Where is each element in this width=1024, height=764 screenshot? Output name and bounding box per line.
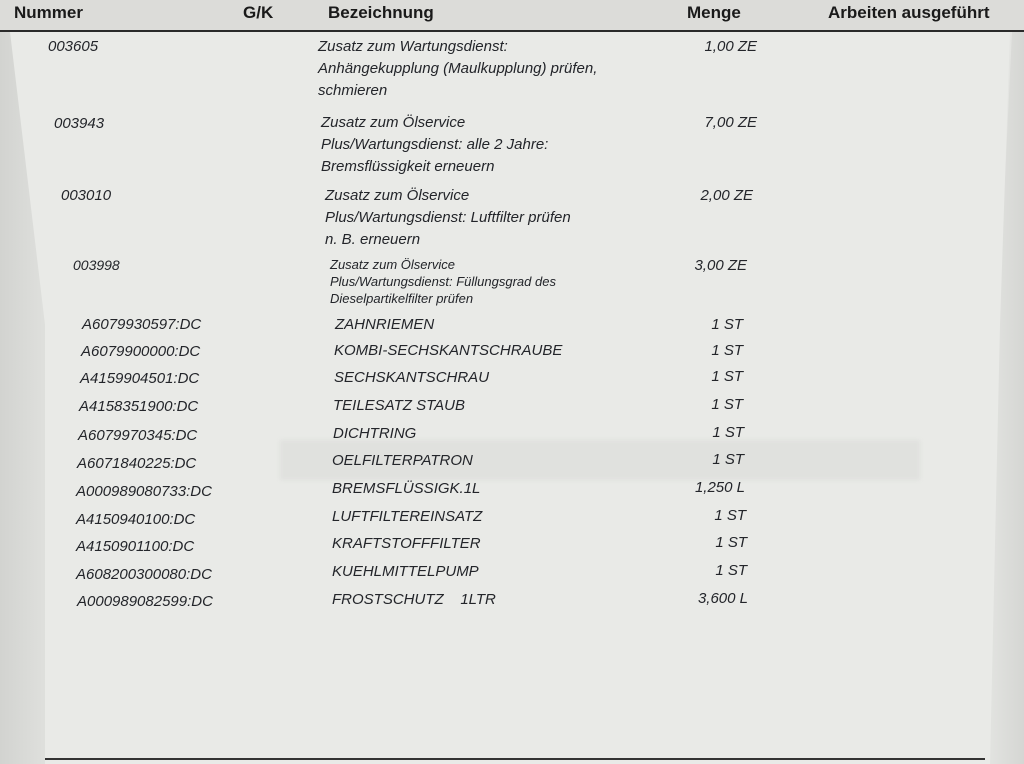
- part-description: KUEHLMITTELPUMP: [332, 563, 479, 580]
- service-description: [321, 112, 548, 178]
- part-quantity: 1,250 L: [694, 479, 745, 496]
- bottom-rule: [45, 758, 985, 760]
- service-number: 003998: [73, 257, 120, 273]
- description-line: Dieselpartikelfilter prüfen: [330, 291, 474, 306]
- description-line: Zusatz zum Wartungsdienst:: [318, 38, 508, 55]
- part-description: FROSTSCHUTZ 1LTR: [332, 591, 496, 608]
- description-line: Zusatz zum Ölservice: [330, 257, 455, 272]
- header-bezeichnung: Bezeichnung: [328, 3, 434, 22]
- part-number: A6079970345:DC: [78, 427, 198, 444]
- part-quantity: 1 ST: [714, 507, 746, 524]
- part-number: A000989080733:DC: [76, 483, 212, 500]
- part-number: A4158351900:DC: [79, 398, 199, 415]
- description-line: Plus/Wartungsdienst: Füllungsgrad des: [330, 274, 556, 289]
- part-number: A4150940100:DC: [76, 511, 196, 528]
- description-line: schmieren: [318, 82, 388, 99]
- description-line: n. B. erneuern: [325, 231, 421, 248]
- service-quantity: 2,00 ZE: [700, 187, 753, 204]
- part-description: LUFTFILTEREINSATZ: [332, 508, 483, 525]
- service-quantity: 1,00 ZE: [704, 38, 757, 55]
- part-number: A4150901100:DC: [76, 538, 195, 555]
- description-line: Plus/Wartungsdienst: alle 2 Jahre:: [321, 136, 549, 153]
- part-quantity: 1 ST: [711, 368, 743, 385]
- service-number: 003605: [48, 38, 99, 55]
- header-nummer: Nummer: [14, 3, 83, 22]
- column-header-row: [0, 0, 1024, 32]
- part-number: A6071840225:DC: [77, 455, 197, 472]
- header-arbeiten-ausgefuehrt: Arbeiten ausgeführt: [828, 3, 990, 22]
- header-menge: Menge: [687, 3, 741, 22]
- part-description: ZAHNRIEMEN: [335, 316, 435, 333]
- part-number: A608200300080:DC: [76, 566, 212, 583]
- service-quantity: 3,00 ZE: [694, 257, 747, 274]
- service-number: 003010: [61, 187, 112, 204]
- part-quantity: 1 ST: [715, 562, 747, 579]
- description-line: Plus/Wartungsdienst: Luftfilter prüfen: [325, 209, 571, 226]
- part-quantity: 1 ST: [712, 451, 744, 468]
- part-quantity: 1 ST: [711, 316, 743, 333]
- part-quantity: 3,600 L: [697, 590, 748, 607]
- service-number: 003943: [54, 115, 105, 132]
- part-description: KOMBI-SECHSKANTSCHRAUBE: [334, 342, 563, 359]
- part-number: A6079900000:DC: [81, 343, 201, 360]
- service-quantity: 7,00 ZE: [704, 114, 757, 131]
- description-line: Bremsflüssigkeit erneuern: [321, 158, 495, 175]
- part-number: A6079930597:DC: [82, 316, 202, 333]
- part-description: SECHSKANTSCHRAU: [334, 369, 490, 386]
- header-gk: G/K: [243, 3, 274, 22]
- description-line: Anhängekupplung (Maulkupplung) prüfen,: [318, 60, 598, 77]
- part-quantity: 1 ST: [715, 534, 747, 551]
- service-description: [330, 256, 556, 307]
- part-quantity: 1 ST: [711, 396, 743, 413]
- part-description: OELFILTERPATRON: [332, 452, 473, 469]
- service-description: [318, 36, 597, 102]
- part-quantity: 1 ST: [711, 342, 743, 359]
- part-number: A000989082599:DC: [77, 593, 213, 610]
- part-description: KRAFTSTOFFFILTER: [332, 535, 481, 552]
- service-description: [325, 185, 571, 251]
- part-quantity: 1 ST: [712, 424, 744, 441]
- description-line: Zusatz zum Ölservice: [325, 187, 470, 204]
- part-number: A4159904501:DC: [80, 370, 200, 387]
- part-description: DICHTRING: [333, 425, 417, 442]
- part-description: BREMSFLÜSSIGK.1L: [332, 480, 481, 497]
- part-description: TEILESATZ STAUB: [333, 397, 465, 414]
- description-line: Zusatz zum Ölservice: [321, 114, 466, 131]
